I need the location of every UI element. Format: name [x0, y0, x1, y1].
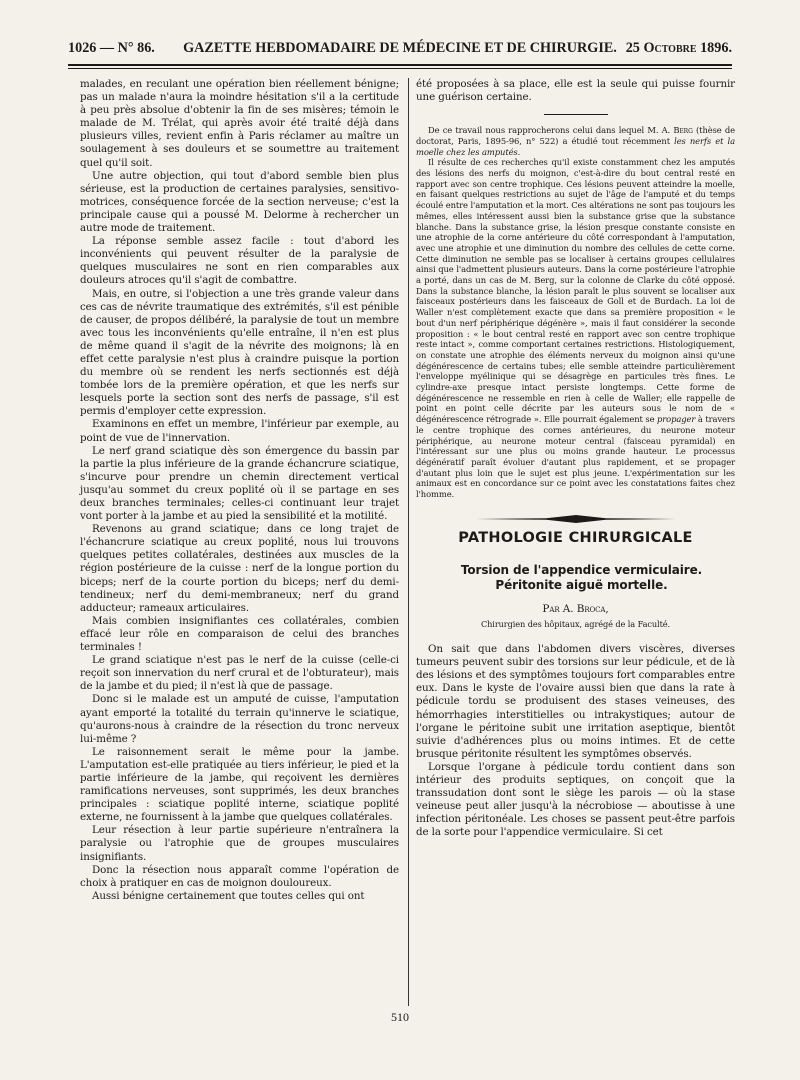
- paragraph: malades, en reculant une opération bien réellement bénigne; pas un malade n'aura la moindre hésitation s'il a la certitude à peu près absolue d'obtenir la fin de ses misères; témoin le malade de M. Trélat, qui après avoir été traité déjà dans plusieurs villes, revient enfin à Paris réclamer au maître un soulagement à ses douleurs et se soumettre au traitement quel qu'il soit.: [80, 78, 399, 169]
- section-title: PATHOLOGIE CHIRURGICALE: [458, 529, 693, 546]
- header-rule-thick: [68, 64, 732, 66]
- page-number: 510: [391, 1010, 409, 1024]
- author-affiliation: Chirurgien des hôpitaux, agrégé de la Faculté.: [480, 618, 671, 629]
- paragraph: On sait que dans l'abdomen divers viscères, diverses tumeurs peuvent subir des torsions sur leur pédicule, et de là des lésions et des symptômes toujours fort comparables entre eux. Dans le kyste de l'ovaire aussi bien que dans la rate à pédicule tordu se produisent des stases veineuses, des hémorrhagies interstitielles ou intrakystiques; autour de l'organe le péritoine subit une irritation aseptique, bientôt suivie d'adhérences plus ou moins intimes. Et de cette brusque péritonite résultent les symptômes observés.: [416, 643, 735, 760]
- paragraph: Le nerf grand sciatique dès son émergence du bassin par la partie la plus inférieure de la grande échancrure sciatique, s'incurve pour prendre un chemin directement vertical jusqu'au sommet du creux poplité où il se partage en ses deux branches terminales; celles-ci continuant leur trajet vont porter à la jambe et au pied la sensibilité et la motilité.: [80, 444, 399, 523]
- paragraph: Examinons en effet un membre, l'inférieur par exemple, au point de vue de l'innervation.: [80, 418, 399, 444]
- header-rule-thin: [68, 68, 732, 69]
- review-note: [416, 125, 735, 500]
- paragraph: Donc si le malade est un amputé de cuisse, l'amputation ayant emporté la totalité du terrain qu'innerve le sciatique, qu'aurons-nous à craindre de la résection du tronc nerveux lui-même ?: [80, 693, 399, 745]
- issue-date: 25 Octobre 1896.: [625, 40, 732, 56]
- paragraph: Revenons au grand sciatique; dans ce long trajet de l'échancrure sciatique au creux poplité, nous lui trouvons quelques petites collatérales, destinées aux muscles de la région postérieure de la cuisse : nerf de la longue portion du biceps; nerf de la courte portion du biceps; nerf du demi-tendineux; nerf du demi-membraneux; nerf du grand adducteur; rameaux articulaires.: [80, 523, 399, 614]
- thesis-title: les nerfs et la moelle chez les amputés.: [416, 135, 735, 157]
- paragraph: Mais, en outre, si l'objection a une très grande valeur dans ces cas de névrite traumatique des extrémités, s'il est pénible de causer, de propos délibéré, la paralysie de tout un membre avec tous les inconvénients qu'elle entraîne, il n'en est plus de même quand il s'agit de la névrite des moignons; là en effet cette paralysie n'est plus à craindre puisque la portion du membre où se rendent les nerfs sectionnés est déjà tombée lors de la première opération, et que les nerfs sur lesquels porte la section sont des nerfs de passage, s'il est permis d'employer cette expression.: [80, 287, 399, 418]
- author-byline: Par A. Broca,: [542, 602, 609, 615]
- paragraph: Donc la résection nous apparaît comme l'opération de choix à pratiquer en cas de moignon douloureux.: [80, 863, 399, 889]
- column-divider: [408, 78, 409, 1006]
- paragraph: La réponse semble assez facile : tout d'abord les inconvénients qui peuvent résulter de la paralysie de quelques musculaires ne sont en rien comparables aux douleurs atroces qu'il s'agit de combattre.: [80, 235, 399, 287]
- note-paragraph: Il résulte de ces recherches qu'il existe constamment chez les amputés des lésions des nerfs du moignon, c'est-à-dire du bout central resté en rapport avec son centre trophique. Ces lésions peuvent atteindre la moelle, en faisant quelques restrictions au sujet de l'âge de l'amputé et du temps écoulé entre l'amputation et la mort. Ces altérations ne sont pas toujours les mêmes, elles intéressent aussi bien la substance grise que la substance blanche. Dans la substance grise, la lésion presque constante consiste en une atrophie de la corne antérieure du côté correspondant à l'amputation, avec une atrophie et une diminution du nombre des cellules de cette corne. Cette diminution ne semble pas se localiser à certains groupes cellulaires ainsi que l'admettent plusieurs auteurs. Dans la corne postérieure l'atrophie a porté, dans un cas de M. Berg, sur la colonne de Clarke du côté opposé. Dans la substance blanche, la lésion paraît le plus souvent se localiser aux faisceaux postérieurs dans les faisceaux de Goll et de Burdach. La loi de Waller n'est complètement exacte que dans sa première proposition « le bout d'un nerf périphérique dégénère », mais il faut considérer la seconde proposition : « le bout central resté en rapport avec son centre trophique reste intact », comme comportant certaines restrictions. Histologiquement, on constate une atrophie des éléments nerveux du moignon ainsi qu'une dégénérescence de certains tubes; elle semble atteindre particulièrement l'enveloppe myélinique qui se désagrège en particules très fines. Le cylindre-axe presque intact persiste longtemps. Cette forme de dégénérescence ne ressemble en rien à celle de Waller; elle rappelle de point en point celle décrite par les auteurs sous le nom de « dégénérescence rétrograde ». Elle pourrait également se propager à travers le centre trophique des cornes antérieures, du neurone moteur périphérique, au neurone moteur central (faisceau pyramidal) en l'intéressant sur une plus ou moins grande hauteur. Le processus dégénératif paraît évoluer d'autant plus rapidement, et se propager d'autant plus loin que le sujet est plus jeune. L'expérimentation sur les animaux est en concordance sur ce point avec les constatations faites chez l'homme.: [416, 157, 736, 500]
- paragraph: Leur résection à leur partie supérieure n'entraînera la paralysie ou l'atrophie que de groupes musculaires insignifiants.: [80, 824, 399, 863]
- left-column: [80, 78, 399, 903]
- paragraph: Aussi bénigne certainement que toutes celles qui ont: [92, 889, 365, 902]
- separator-rule: [544, 114, 608, 115]
- section-ornament: [476, 514, 676, 524]
- paragraph: Le grand sciatique n'est pas le nerf de la cuisse (celle-ci reçoit son innervation du nerf crural et de l'obturateur), mais de la jambe et du pied; il n'est là que de passage.: [80, 654, 399, 693]
- author-name: Broca,: [576, 602, 609, 615]
- right-column: [416, 78, 735, 839]
- author-berg: Berg: [673, 125, 693, 136]
- paragraph: Une autre objection, qui tout d'abord semble bien plus sérieuse, est la production de certaines paralysies, sensitivo-motrices, conséquence forcée de la section nerveuse; c'est la principale cause qui a poussé M. Delorme à rechercher un autre mode de traitement.: [80, 169, 399, 235]
- running-header: [68, 40, 732, 62]
- paragraph: Le raisonnement serait le même pour la jambe. L'amputation est-elle pratiquée au tiers inférieur, le pied et la partie inférieure de la jambe, qui reçoivent les dernières ramifications nerveuses, sont supprimés, les deux branches principales : sciatique poplité interne, sciatique poplité externe, ne fournissent à la jambe que quelques collatérales.: [80, 745, 399, 824]
- paragraph: Mais combien insignifiantes ces collatérales, combien effacé leur rôle en comparaison de celui des branches terminales !: [80, 614, 399, 654]
- article-title-line-1: Torsion de l'appendice vermiculaire.: [460, 562, 703, 577]
- article-title-line-2: Péritonite aiguë mortelle.: [495, 577, 668, 592]
- paragraph: été proposées à sa place, elle est la seule qui puisse fournir une guérison certaine.: [416, 78, 735, 104]
- page-folio: 1026 — N° 86.: [68, 40, 155, 56]
- note-paragraph: De ce travail nous rapprocherons celui dans lequel M. A. Berg (thèse de doctorat, Paris, 1895-96, n° 522) a étudié tout récemment les nerfs et la moelle chez les amputés.: [416, 125, 735, 157]
- journal-title: GAZETTE HEBDOMADAIRE DE MÉDECINE ET DE CHIRURGIE.: [183, 40, 617, 56]
- paragraph: Lorsque l'organe à pédicule tordu contient dans son intérieur des produits septiques, on conçoit que la transsudation dont sont le siège les parois — où la stase veineuse peut aller jusqu'à la nécrobiose — aboutisse à une infection péritonéale. Les choses se passent peut-être parfois de la sorte pour l'appendice vermiculaire. Si cet: [416, 760, 735, 839]
